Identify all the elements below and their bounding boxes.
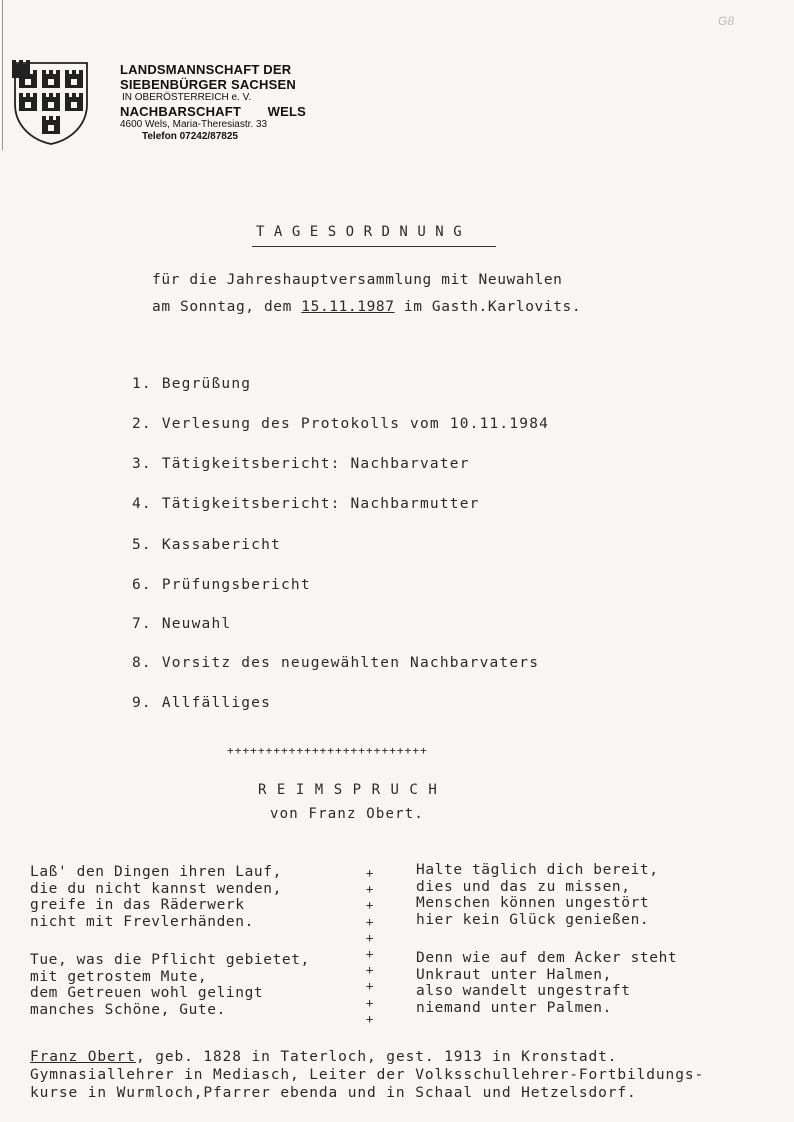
agenda-text: Prüfungsbericht xyxy=(161,577,311,593)
agenda-item xyxy=(132,456,470,472)
poem-line: die du nicht kannst wenden, xyxy=(30,880,282,897)
org-address: 4600 Wels, Maria-Theresiastr. 33 xyxy=(120,119,268,130)
agenda-item xyxy=(132,577,311,593)
agenda-item xyxy=(132,537,281,553)
poem-divider-column xyxy=(366,865,373,1027)
poem-line: mit getrostem Mute, xyxy=(30,968,208,985)
divider-plus: + xyxy=(366,1011,374,1026)
poem-stanza-right-2 xyxy=(416,950,677,1016)
agenda-number: 9. xyxy=(132,695,152,711)
poem-line: Halte täglich dich bereit, xyxy=(416,862,659,878)
page-marker: G8 xyxy=(718,14,735,28)
title-underline xyxy=(252,246,496,247)
poem-line: nicht mit Frevlerhänden. xyxy=(30,913,254,930)
agenda-number: 3. xyxy=(132,456,152,472)
biography-line-2: Gymnasiallehrer in Mediasch, Leiter der Volksschullehrer-Fortbildungs- xyxy=(30,1067,705,1083)
agenda-text: Neuwahl xyxy=(161,616,232,632)
agenda-number: 6. xyxy=(132,577,152,593)
agenda-number: 8. xyxy=(132,655,152,671)
divider-plus: + xyxy=(366,947,374,962)
agenda-item xyxy=(132,376,251,392)
poem-line: manches Schöne, Gute. xyxy=(30,1001,226,1018)
biography-line-3: kurse in Wurmloch,Pfarrer ebenda und in Schaal und Hetzelsdorf. xyxy=(30,1085,637,1101)
author-name: Franz Obert xyxy=(30,1049,136,1065)
page-edge-mark xyxy=(2,0,3,150)
poem-stanza-left-2 xyxy=(30,952,310,1018)
agenda-text: Begrüßung xyxy=(161,376,252,392)
agenda-text: Allfälliges xyxy=(161,695,272,711)
poem-line: dem Getreuen wohl gelingt xyxy=(30,985,264,1001)
coat-of-arms-logo xyxy=(12,60,90,146)
agenda-text: Kassabericht xyxy=(161,537,281,553)
agenda-text: Verlesung des Protokolls vom 10.11.1984 xyxy=(161,416,550,432)
divider-plus: + xyxy=(366,979,374,994)
biography-line1-rest: , geb. 1828 in Taterloch, gest. 1913 in Kronstadt. xyxy=(135,1049,618,1065)
org-name-line2: SIEBENBÜRGER SACHSEN xyxy=(120,77,296,92)
separator-line: ++++++++++++++++++++++++++ xyxy=(227,744,428,757)
agenda-number: 7. xyxy=(132,616,152,632)
poem-line: Menschen können ungestört xyxy=(416,895,650,911)
document-title: TAGESORDNUNG xyxy=(256,224,472,240)
org-phone: Telefon 07242/87825 xyxy=(142,131,238,142)
intro-line-1: für die Jahreshauptversammlung mit Neuwahlen xyxy=(152,272,563,288)
poem-stanza-left-1 xyxy=(30,864,282,930)
biography-line-1 xyxy=(30,1048,704,1066)
poem-line: also wandelt ungestraft xyxy=(416,983,631,999)
agenda-number: 2. xyxy=(132,416,152,432)
divider-plus: + xyxy=(366,882,374,897)
poem-line: Tue, was die Pflicht gebietet, xyxy=(30,952,310,968)
agenda-item xyxy=(132,496,480,512)
agenda-text: Tätigkeitsbericht: Nachbarmutter xyxy=(161,496,480,512)
intro-line2-prefix: am Sonntag, dem xyxy=(152,299,302,315)
agenda-item xyxy=(132,695,271,711)
org-name-line3: IN OBERÖSTERREICH e. V. xyxy=(122,92,252,103)
agenda-item xyxy=(132,416,549,432)
intro-line2-suffix: im Gasth.Karlovits. xyxy=(394,299,582,315)
divider-plus: + xyxy=(366,963,374,978)
poem-title: REIMSPRUCH xyxy=(258,782,448,798)
poem-line: Laß' den Dingen ihren Lauf, xyxy=(30,864,282,880)
meeting-date: 15.11.1987 xyxy=(301,299,395,315)
org-branch-city: WELS xyxy=(267,104,306,119)
poem-line: Denn wie auf dem Acker steht xyxy=(416,950,678,966)
divider-plus: + xyxy=(366,866,374,880)
poem-line: greife in das Räderwerk xyxy=(30,897,245,913)
author-biography xyxy=(30,1048,704,1102)
poem-line: Unkraut unter Halmen, xyxy=(416,966,612,983)
agenda-number: 4. xyxy=(132,496,152,512)
org-name-line1: LANDSMANNSCHAFT DER xyxy=(120,62,292,77)
agenda-number: 5. xyxy=(132,537,152,553)
divider-plus: + xyxy=(366,930,374,945)
agenda-item xyxy=(132,655,539,671)
poem-stanza-right-1 xyxy=(416,862,659,928)
agenda-number: 1. xyxy=(132,376,152,392)
agenda-text: Tätigkeitsbericht: Nachbarvater xyxy=(161,456,470,472)
poem-line: dies und das zu missen, xyxy=(416,878,631,895)
divider-plus: + xyxy=(366,995,374,1010)
org-branch-row xyxy=(120,104,306,119)
org-branch-label: NACHBARSCHAFT xyxy=(120,104,242,119)
divider-plus: + xyxy=(366,898,374,913)
poem-author: von Franz Obert. xyxy=(270,806,425,822)
divider-plus: + xyxy=(366,914,374,929)
poem-line: niemand unter Palmen. xyxy=(416,999,612,1016)
organization-letterhead xyxy=(120,62,306,143)
poem-line: hier kein Glück genießen. xyxy=(416,911,650,928)
agenda-item xyxy=(132,616,231,632)
intro-line-2 xyxy=(152,299,581,315)
agenda-text: Vorsitz des neugewählten Nachbarvaters xyxy=(161,655,540,671)
